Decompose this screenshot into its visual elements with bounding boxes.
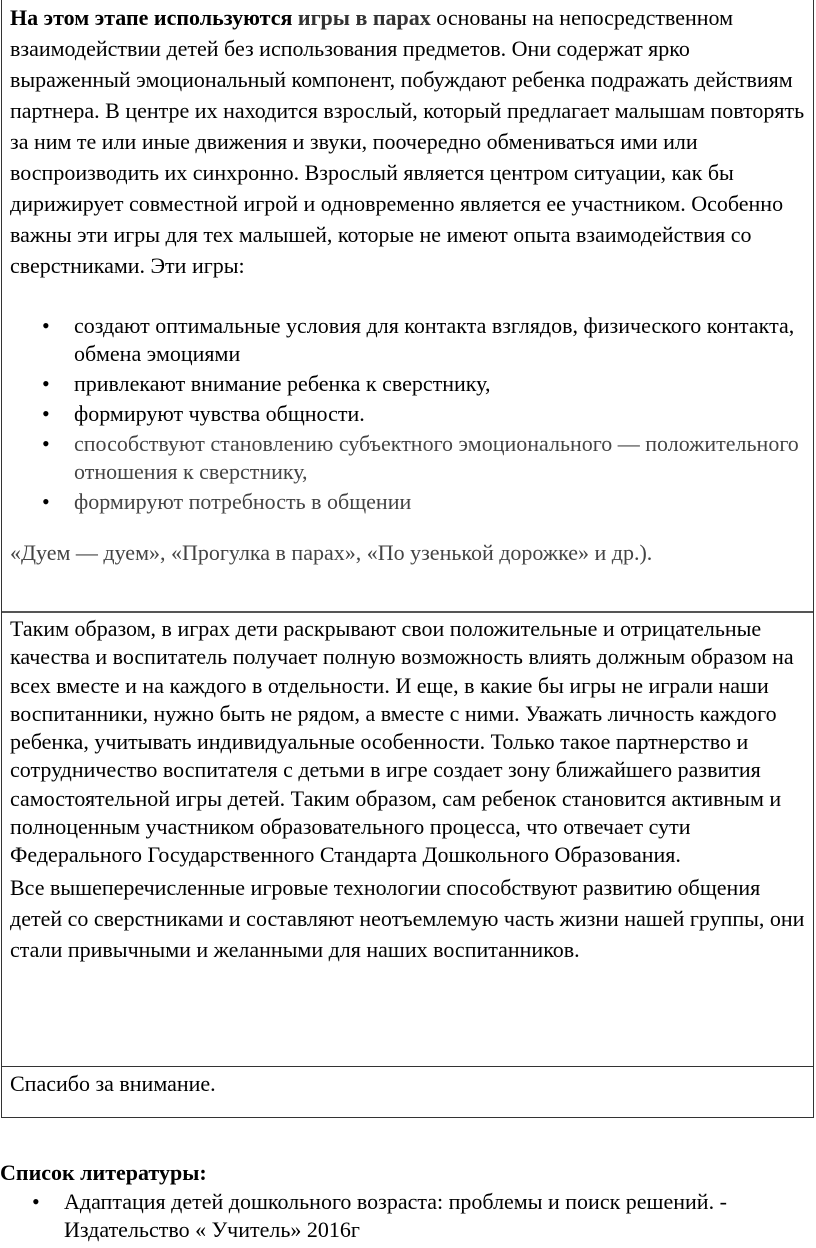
list-item (10, 312, 805, 368)
list-item-text: Адаптация детей дошкольного возраста: проблемы и поиск решений. - Издательство « Учитель» 2016г (64, 1189, 727, 1242)
thanks-text: Спасибо за внимание. (10, 1071, 216, 1096)
bullet-icon: • (42, 431, 50, 456)
list-item-text: формируют чувства общности. (74, 401, 365, 426)
list-item-text: способствуют становлению субъектного эмоционального — положительного отношения к сверстнику, (74, 431, 799, 484)
table-cell-thanks (2, 1067, 813, 1117)
literature-title: Список литературы: (0, 1160, 207, 1185)
list-item (10, 370, 805, 398)
list-item (10, 430, 805, 486)
literature-section (0, 1158, 816, 1246)
bullet-icon: • (42, 489, 50, 514)
games-examples: «Дуем — дуем», «Прогулка в парах», «По узенькой дорожке» и др.). (10, 540, 653, 565)
literature-list (0, 1188, 816, 1244)
pair-games-paragraph (10, 2, 805, 281)
intro-rest: основаны на непосредственном взаимодействии детей без использования предметов. Они содержат ярко выраженный эмоциональный компонент, побуждают ребенка подражать действиям партнера. В центре их находится взрослый, который предлагает малышам повторять за ним те или иные движения и звуки, поочередно обмениваться ими или воспроизводить их синхронно. Взрослый является центром ситуации, как бы дирижирует совместной игрой и одновременно является ее участником. Особенно важны эти игры для тех малышей, которые не имеют опыта взаимодействия со сверстниками. Эти игры: (10, 5, 805, 278)
bullet-icon: • (42, 371, 50, 396)
summary-paragraph: Все вышеперечисленные игровые технологии способствуют развитию общения детей со сверстниками и составляют неотъемлемую часть жизни нашей группы, они стали привычными и желанными для наших воспитанников. (10, 874, 805, 962)
table-cell-pair-games (2, 0, 813, 613)
intro-bold: На этом этапе используются (10, 5, 293, 30)
list-item-text: формируют потребность в общении (74, 489, 412, 514)
list-item-text: привлекают внимание ребенка к сверстнику, (74, 371, 491, 396)
bullet-icon: • (42, 313, 50, 338)
bullet-icon: • (32, 1189, 40, 1214)
content-table (1, 0, 814, 1118)
list-item (0, 1188, 816, 1244)
benefits-list (10, 312, 805, 516)
intro-highlight: игры в парах (297, 5, 431, 30)
conclusion-paragraph: Таким образом, в играх дети раскрывают свои положительные и отрицательные качества и воспитатель получает полную возможность влиять должным образом на всех вместе и на каждого в отдельности. И еще, в какие бы игры не играли наши воспитанники, нужно быть не рядом, а вместе с ними. Уважать личность каждого ребенка, учитывать индивидуальные особенности. Только такое партнерство и сотрудничество воспитателя с детьми в игре создает зону ближайшего развития самостоятельной игры детей. Таким образом, сам ребенок становится активным и полноценным участником образовательного процесса, что отвечает сути Федерального Государственного Стандарта Дошкольного Образования. (10, 616, 794, 868)
bullet-icon: • (42, 401, 50, 426)
list-item (10, 400, 805, 428)
list-item-text: создают оптимальные условия для контакта взглядов, физического контакта, обмена эмоциями (74, 313, 795, 366)
table-cell-conclusion (2, 613, 813, 1067)
list-item (10, 488, 805, 516)
